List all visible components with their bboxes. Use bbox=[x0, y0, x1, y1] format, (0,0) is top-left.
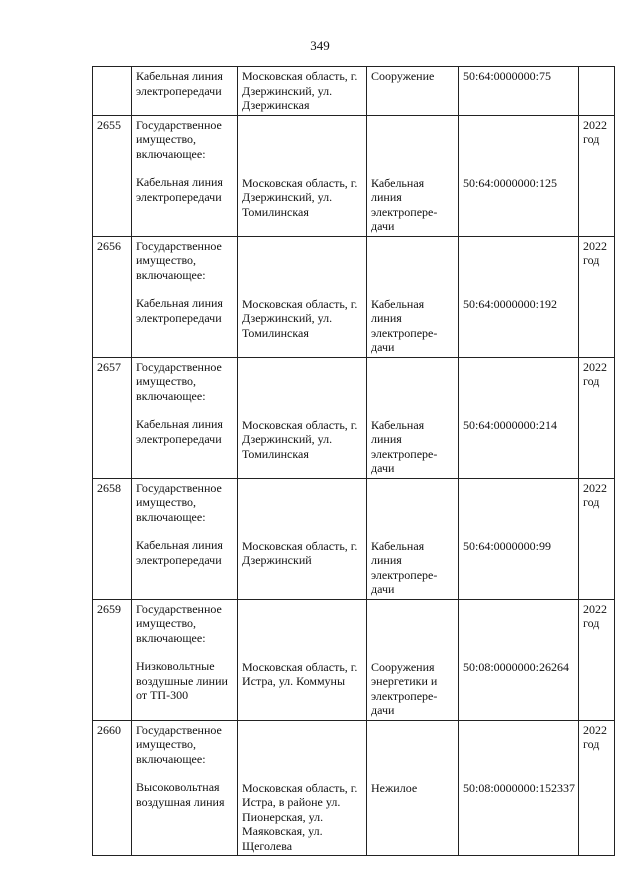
object-name-cell bbox=[132, 599, 238, 720]
purpose-text: Сооружения энергетики и электропере-дачи bbox=[371, 659, 438, 717]
year-cell: 2022 год bbox=[579, 478, 615, 599]
page-number: 349 bbox=[310, 38, 330, 53]
address-cell bbox=[238, 115, 367, 236]
table-row bbox=[93, 67, 615, 116]
cadastral-number-cell bbox=[459, 478, 579, 599]
table-row bbox=[93, 599, 615, 720]
object-name-cell bbox=[132, 720, 238, 856]
year-cell: 2022 год bbox=[579, 599, 615, 720]
cadastral-number-cell bbox=[459, 115, 579, 236]
cell-spacer bbox=[371, 239, 455, 297]
cadastral-number-cell bbox=[459, 357, 579, 478]
year-cell: 2022 год bbox=[579, 236, 615, 357]
cadastral-number-text: 50:64:0000000:214 bbox=[463, 417, 558, 432]
purpose-text: Кабельная линия электропере-дачи bbox=[371, 175, 438, 233]
year-cell bbox=[579, 67, 615, 116]
object-name-cell bbox=[132, 115, 238, 236]
address-cell bbox=[238, 720, 367, 856]
cell-spacer bbox=[463, 602, 575, 660]
address-text: Московская область, г. Истра, ул. Коммуны bbox=[242, 659, 358, 688]
cell-spacer bbox=[242, 723, 363, 781]
cadastral-number-cell bbox=[459, 599, 579, 720]
cell-spacer bbox=[242, 360, 363, 418]
cell-spacer bbox=[371, 723, 455, 781]
cell-spacer bbox=[371, 360, 455, 418]
cell-spacer bbox=[371, 602, 455, 660]
cell-spacer bbox=[242, 481, 363, 539]
object-name-cell bbox=[132, 478, 238, 599]
cell-spacer bbox=[242, 602, 363, 660]
record-header-text: Государственное имущество, включающее: bbox=[136, 117, 222, 161]
cadastral-number-text: 50:08:0000000:152337 bbox=[463, 780, 576, 795]
object-name-text: Кабельная линия электропередачи bbox=[136, 175, 223, 204]
address-cell bbox=[238, 478, 367, 599]
cadastral-number-text: 50:08:0000000:26264 bbox=[463, 659, 570, 674]
cell-spacer bbox=[463, 723, 575, 781]
object-name-cell: Кабельная линия электропередачи bbox=[132, 67, 238, 116]
record-number-cell: 2659 bbox=[93, 599, 132, 720]
object-name-cell bbox=[132, 357, 238, 478]
purpose-cell bbox=[367, 720, 459, 856]
purpose-text: Кабельная линия электропере-дачи bbox=[371, 296, 438, 354]
address-cell bbox=[238, 599, 367, 720]
cell-spacer bbox=[463, 118, 575, 176]
record-number-cell: 2658 bbox=[93, 478, 132, 599]
purpose-cell bbox=[367, 599, 459, 720]
purpose-cell bbox=[367, 115, 459, 236]
object-name-cell bbox=[132, 236, 238, 357]
year-cell: 2022 год bbox=[579, 115, 615, 236]
address-text: Московская область, г. Дзержинский, ул. Томилинская bbox=[242, 417, 358, 461]
record-header-text: Государственное имущество, включающее: bbox=[136, 359, 222, 403]
record-header-text: Государственное имущество, включающее: bbox=[136, 601, 222, 645]
cell-spacer bbox=[371, 481, 455, 539]
record-number-cell: 2660 bbox=[93, 720, 132, 856]
cell-spacer bbox=[463, 239, 575, 297]
cadastral-number-cell bbox=[459, 236, 579, 357]
record-number-cell: 2656 bbox=[93, 236, 132, 357]
record-header-text: Государственное имущество, включающее: bbox=[136, 480, 222, 524]
year-cell: 2022 год bbox=[579, 720, 615, 856]
table-row bbox=[93, 236, 615, 357]
address-cell bbox=[238, 357, 367, 478]
cadastral-number-text: 50:64:0000000:99 bbox=[463, 538, 552, 553]
cell-spacer bbox=[463, 360, 575, 418]
purpose-text: Нежилое bbox=[371, 780, 418, 795]
purpose-cell bbox=[367, 478, 459, 599]
record-number-cell: 2657 bbox=[93, 357, 132, 478]
address-text: Московская область, г. Дзержинский, ул. Томилинская bbox=[242, 296, 358, 340]
address-text: Московская область, г. Дзержинский, ул. Томилинская bbox=[242, 175, 358, 219]
cell-spacer bbox=[242, 239, 363, 297]
record-number-cell bbox=[93, 67, 132, 116]
record-header-text: Государственное имущество, включающее: bbox=[136, 238, 222, 282]
cadastral-number-cell: 50:64:0000000:75 bbox=[459, 67, 579, 116]
object-name-text: Высоковольтная воздушная линия bbox=[136, 780, 225, 809]
address-cell: Московская область, г. Дзержинский, ул. Дзержинская bbox=[238, 67, 367, 116]
table-row bbox=[93, 720, 615, 856]
object-name-text: Кабельная линия электропередачи bbox=[136, 296, 223, 325]
purpose-cell: Сооружение bbox=[367, 67, 459, 116]
year-cell: 2022 год bbox=[579, 357, 615, 478]
address-text: Московская область, г. Истра, в районе ул. Пионерская, ул. Маяковская, ул. Щеголева bbox=[242, 780, 358, 853]
cell-spacer bbox=[242, 118, 363, 176]
record-header-text: Государственное имущество, включающее: bbox=[136, 722, 222, 766]
object-name-text: Низковольтные воздушные линии от ТП-300 bbox=[136, 659, 228, 702]
address-cell bbox=[238, 236, 367, 357]
purpose-text: Кабельная линия электропере-дачи bbox=[371, 538, 438, 596]
purpose-cell bbox=[367, 236, 459, 357]
purpose-text: Кабельная линия электропере-дачи bbox=[371, 417, 438, 475]
cell-spacer bbox=[463, 481, 575, 539]
address-text: Московская область, г. Дзержинский bbox=[242, 538, 358, 567]
object-name-text: Кабельная линия электропередачи bbox=[136, 538, 223, 567]
record-number-cell: 2655 bbox=[93, 115, 132, 236]
table-row bbox=[93, 115, 615, 236]
purpose-cell bbox=[367, 357, 459, 478]
table-row bbox=[93, 478, 615, 599]
cadastral-number-text: 50:64:0000000:125 bbox=[463, 175, 558, 190]
cadastral-number-cell bbox=[459, 720, 579, 856]
property-register-table bbox=[92, 66, 615, 856]
cadastral-number-text: 50:64:0000000:192 bbox=[463, 296, 558, 311]
cell-spacer bbox=[371, 118, 455, 176]
table-row bbox=[93, 357, 615, 478]
object-name-text: Кабельная линия электропередачи bbox=[136, 417, 223, 446]
